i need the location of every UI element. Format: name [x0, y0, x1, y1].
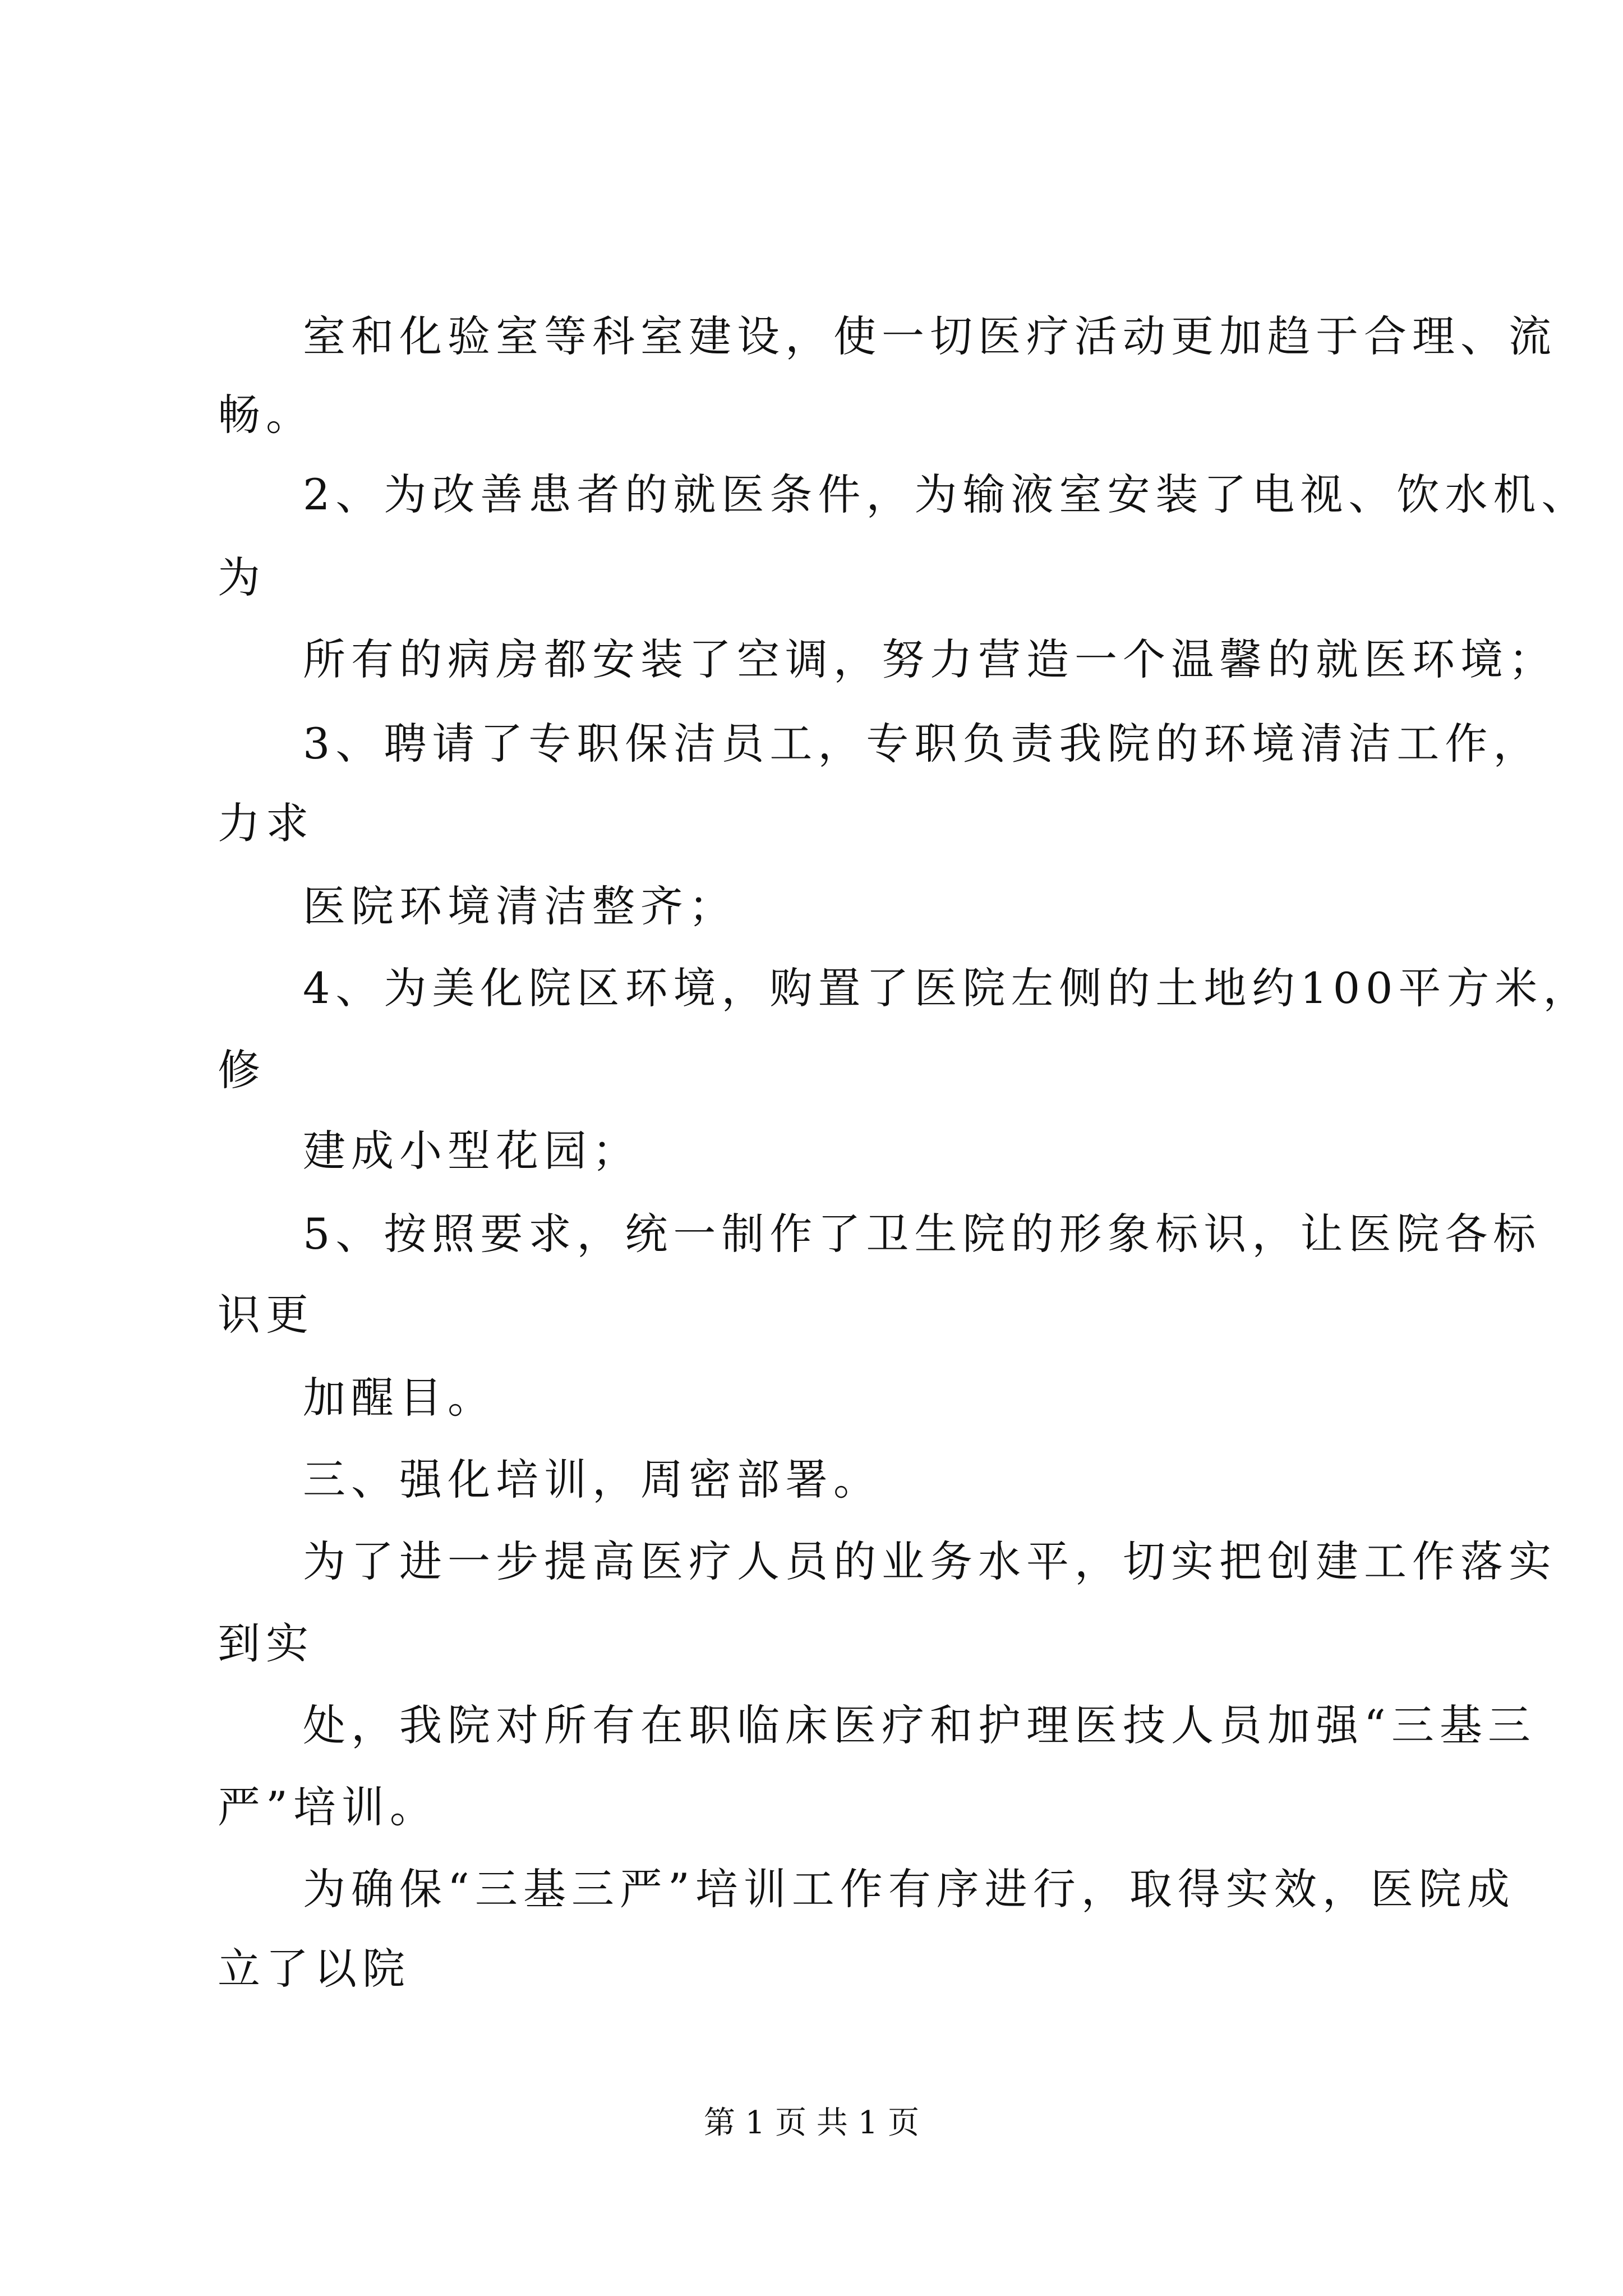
text-line: 室和化验室等科室建设，使一切医疗活动更加趋于合理、流	[303, 311, 1557, 361]
text-line: 建成小型花园；	[303, 1126, 640, 1176]
text-line: 为	[218, 553, 266, 602]
text-line: 严”培训。	[218, 1782, 438, 1832]
text-line: 为确保“三基三严”培训工作有序进行，取得实效，医院成	[303, 1864, 1515, 1914]
text-line: 医院环境清洁整齐；	[303, 881, 737, 931]
text-line: 4、为美化院区环境，购置了医院左侧的土地约100平方米，	[303, 963, 1592, 1013]
text-line: 立了以院	[218, 1944, 411, 1994]
text-line: 所有的病房都安装了空调，努力营造一个温馨的就医环境；	[303, 634, 1557, 684]
text-line: 处，我院对所有在职临床医疗和护理医技人员加强“三基三	[303, 1700, 1536, 1750]
text-line: 识更	[218, 1290, 314, 1340]
page-number-label: 第 1 页 共 1 页	[703, 2105, 920, 2141]
text-line: 5、按照要求，统一制作了卫生院的形象标识，让医院各标	[303, 1209, 1542, 1259]
text-line: 畅。	[218, 390, 314, 440]
text-line: 到实	[218, 1618, 314, 1668]
text-line: 修	[218, 1045, 266, 1095]
page-footer	[0, 2101, 1623, 2146]
text-line: 2、为改善患者的就医条件，为输液室安装了电视、饮水机、	[303, 470, 1590, 519]
text-line: 加醒目。	[303, 1373, 496, 1423]
text-line: 3、聘请了专职保洁员工，专职负责我院的环境清洁工作，	[303, 719, 1542, 769]
text-line: 力求	[218, 798, 314, 848]
text-line: 三、强化培训，周密部署。	[303, 1455, 882, 1504]
text-line: 为了进一步提高医疗人员的业务水平，切实把创建工作落实	[303, 1536, 1557, 1586]
